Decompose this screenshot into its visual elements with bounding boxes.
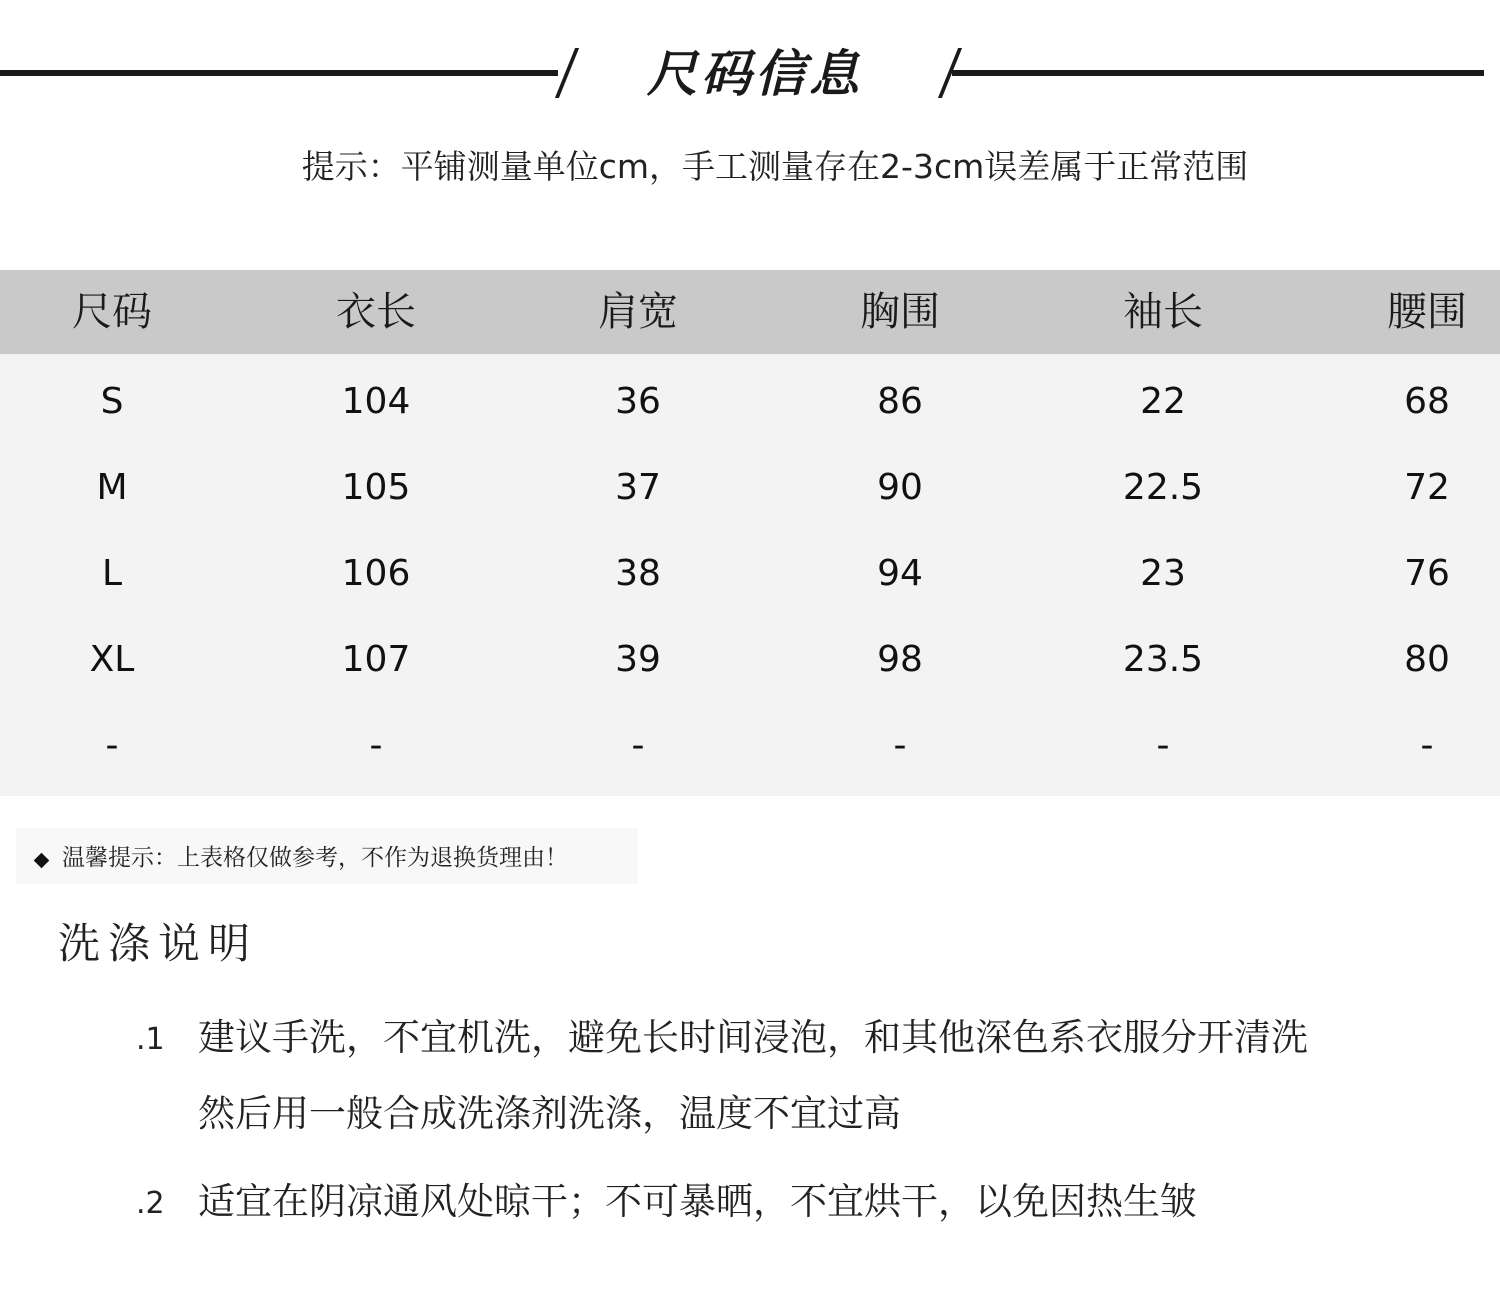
washing-title: 洗涤说明 [58,919,259,968]
column-header-size: 尺码 [72,289,152,335]
table-cell: S [100,381,124,422]
header-slash-left [555,48,579,98]
table-cell: 72 [1404,467,1450,508]
table-cell: 107 [341,639,411,680]
table-cell: - [369,725,383,766]
column-header-length: 衣长 [336,289,416,335]
table-cell: 76 [1404,553,1450,594]
column-header-sleeve: 袖长 [1123,289,1203,335]
section-header [0,30,1500,120]
table-cell: 86 [877,381,923,422]
table-cell: 23.5 [1122,639,1204,680]
table-cell: 37 [615,467,661,508]
table-cell: 38 [615,553,661,594]
table-cell: 94 [877,553,923,594]
table-cell: L [101,553,123,594]
table-cell: 105 [341,467,411,508]
column-header-shoulder: 肩宽 [598,289,678,335]
page-title: 尺码信息 [647,45,863,103]
header-rule-right [952,70,1484,76]
table-cell: 68 [1404,381,1450,422]
washing-item-number: .2 [136,1186,165,1221]
washing-item-line: 然后用一般合成洗涤剂洗涤，温度不宜过高 [198,1092,901,1135]
size-table-body [0,354,1500,796]
table-cell: - [1156,725,1170,766]
table-cell: 22.5 [1122,467,1204,508]
size-table-header [0,270,1500,354]
column-header-chest: 胸围 [860,289,940,335]
table-cell: - [893,725,907,766]
table-cell: 23 [1140,553,1186,594]
column-header-waist: 腰围 [1387,289,1467,335]
table-cell: 90 [877,467,923,508]
table-cell: 39 [615,639,661,680]
table-cell: 80 [1404,639,1450,680]
table-cell: M [96,467,128,508]
table-cell: 22 [1140,381,1186,422]
washing-item-line: 建议手洗，不宜机洗，避免长时间浸泡，和其他深色系衣服分开清洗 [198,1016,1308,1059]
table-cell: - [105,725,119,766]
header-rule-left [0,70,558,76]
table-cell: - [631,725,645,766]
table-cell: 106 [341,553,411,594]
reference-tip: 温馨提示：上表格仅做参考，不作为退换货理由！ [62,845,568,871]
washing-item-number: .1 [136,1022,165,1057]
measurement-hint: 提示：平铺测量单位cm，手工测量存在2-3cm误差属于正常范围 [301,147,1249,186]
washing-item-line: 适宜在阴凉通风处晾干；不可暴晒，不宜烘干，以免因热生皱 [198,1180,1197,1223]
table-cell: 36 [615,381,661,422]
table-cell: 104 [341,381,411,422]
table-cell: XL [89,639,135,680]
table-cell: - [1420,725,1434,766]
table-cell: 98 [877,639,923,680]
